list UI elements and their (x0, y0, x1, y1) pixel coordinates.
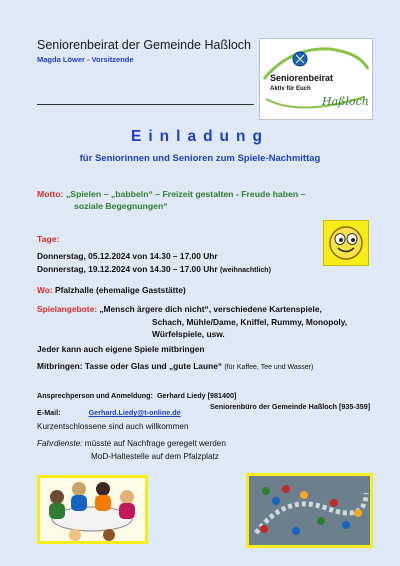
games-line3: Würfelspiele, usw. (152, 329, 225, 339)
games-block (37, 303, 367, 341)
transport-label: Fahrdienste: (37, 439, 83, 448)
date-2-note: (weihnachtlich) (219, 267, 271, 274)
games-line2: Schach, Mühle/Dame, Kniffel, Rummy, Monopoly, (152, 316, 348, 327)
games-line1: „Mensch ärgere dich nicht“, verschiedene Kartenspiele, (99, 304, 322, 314)
short-notice: Kurzentschlossene sind auch willkommen (37, 422, 189, 431)
transport-line1: müsste auf Nachfrage geregelt werden (82, 439, 226, 448)
transport-line2: MoD-Haltestelle auf dem Pfalzplatz (91, 451, 219, 461)
logo-script: Haßloch (322, 95, 369, 108)
location-block (37, 285, 186, 295)
motto-label: Motto: (37, 189, 64, 199)
group-table-illustration (37, 475, 148, 544)
contact-name: Gerhard Liedy [981400] (156, 391, 237, 400)
date-2: Donnerstag, 19.12.2024 von 14.30 – 17.00 Uhr (37, 264, 218, 274)
board-game-photo (246, 473, 373, 548)
logo-line2: Aktiv für Euch (270, 86, 311, 92)
logo-line1: Seniorenbeirat (270, 73, 334, 83)
transport-block (37, 438, 226, 463)
games-label: Spielangebote: (37, 304, 98, 314)
bring-own-games: Jeder kann auch eigene Spiele mitbringen (37, 344, 205, 354)
email-row (37, 408, 181, 417)
location-value: Pfalzhalle (ehemalige Gaststätte) (55, 285, 186, 295)
motto-line1: „Spielen – „babbeln“ – Freizeit gestalten - Freude haben – (65, 189, 306, 199)
invitation-title: Einladung (131, 128, 269, 145)
motto-block (37, 188, 337, 212)
bring-text: Mitbringen: Tasse oder Glas und „gute Laune“ (37, 361, 223, 371)
seniorenbeirat-logo (259, 38, 373, 120)
date-1: Donnerstag, 05.12.2024 von 14.30 – 17.00 Uhr (37, 251, 218, 261)
smiley-icon (323, 220, 369, 266)
email-link[interactable]: Gerhard.Liedy@t-online.de (88, 408, 181, 417)
signature-line (37, 104, 254, 105)
dates-label: Tage: (37, 234, 60, 244)
contact-office: Seniorenbüro der Gemeinde Haßloch [935-359] (210, 402, 371, 411)
dates-block (37, 250, 271, 277)
contact-label: Ansprechperson und Anmeldung: (37, 391, 153, 400)
chair-name: Magda Löwer - Vorsitzende (37, 55, 134, 64)
motto-line2: soziale Begegnungen“ (74, 201, 168, 211)
location-label: Wo: (37, 285, 53, 295)
bring-note: (für Kaffee, Tee und Wasser) (224, 364, 314, 371)
bring-block (37, 361, 313, 371)
organization-name: Seniorenbeirat der Gemeinde Haßloch (37, 38, 252, 52)
email-label: E-Mail: (37, 408, 61, 417)
invitation-subtitle: für Seniorinnen und Senioren zum Spiele-Nachmittag (79, 153, 321, 164)
